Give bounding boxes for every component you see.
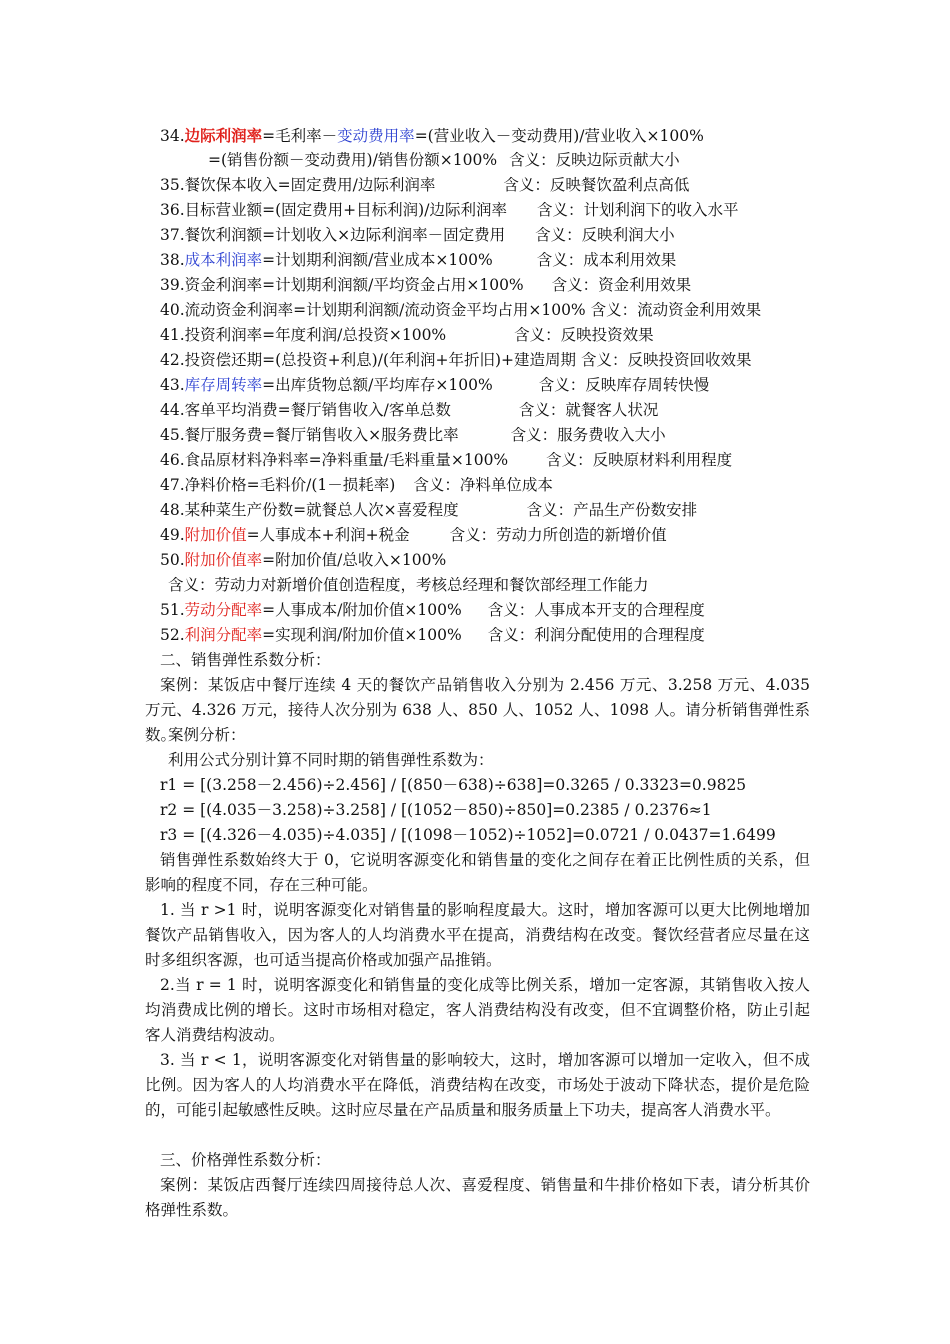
formula-item-34-cont [208,148,873,173]
formula-item-52 [160,623,825,648]
explanation-paragraph: 销售弹性系数始终大于 0，它说明客源变化和销售量的变化之间存在着正比例性质的关系，但影响的程度不同，存在三种可能。 [145,851,810,894]
case-r-equals-1: 2.当 r = 1 时，说明客源变化和销售量的变化成等比例关系，增加一定客源，其销售收入按人均消费成比例的增长。这时市场相对稳定，客人消费结构没有改变，但不宜调整价格，防止引起客人消费结构波动。 [145,976,810,1044]
case-r-greater-than-1: 1. 当 r >1 时，说明客源变化对销售量的影响程度最大。这时，增加客源可以更大比例地增加餐饮产品销售收入，因为客人的人均消费水平在提高，消费结构在改变。餐饮经营者应尽量在这时多组织客源，也可适当提高价格或加强产品推销。 [145,901,810,969]
formula-text: =毛利率－ [262,127,338,145]
meaning-text: 含义：反映边际贡献大小 [509,151,680,169]
formula-text: 37.餐饮利润额=计划收入×边际利润率－固定费用 [160,226,506,244]
section-heading: 二、销售弹性系数分析： [160,651,331,669]
formula-item-46 [160,448,825,473]
elasticity-r3: r3 = [(4.326－4.035)÷4.035] / [(1098－1052)÷1052]=0.0721 / 0.0437=1.6499 [160,826,776,844]
analysis-label: 案例分析： [168,726,246,744]
meaning-text: 含义：净料单位成本 [413,476,553,494]
meaning-text: 含义：反映投资效果 [514,326,654,344]
highlighted-term: 劳动分配率 [184,601,263,619]
item-number: 51. [160,601,185,619]
formula-text: =(销售份额－变动费用)/销售份额×100% [208,151,498,169]
meaning-text: 含义：反映库存周转快慢 [538,376,710,394]
meaning-text: 含义：反映原材料利用程度 [546,451,733,469]
section-heading: 三、价格弹性系数分析： [160,1151,331,1169]
elasticity-r2: r2 = [(4.035－3.258)÷3.258] / [(1052－850)÷850]=0.2385 / 0.2376≈1 [160,801,712,819]
formula-item-49 [160,523,825,548]
meaning-text: 含义：计划利润下的收入水平 [536,201,739,219]
meaning-text: 含义：产品生产份数安排 [526,501,698,519]
formula-text: =(营业收入－变动费用)/营业收入×100% [414,127,704,145]
elasticity-r1: r1 = [(3.258－2.456)÷2.456] / [(850－638)÷638]=0.3265 / 0.3323=0.9825 [160,776,747,794]
meaning-text: 含义：人事成本开支的合理程度 [487,601,705,619]
formula-item-39 [160,273,825,298]
meaning-text: 含义：利润分配使用的合理程度 [487,626,705,644]
formula-intro: 利用公式分别计算不同时期的销售弹性系数为： [168,751,494,769]
meaning-text: 含义：成本利用效果 [536,251,677,269]
formula-text: 36.目标营业额=(固定费用+目标利润)/边际利润率 [160,201,507,219]
formula-text: 48.某种菜生产份数=就餐总人次×喜爱程度 [160,501,459,519]
item-number: 49. [160,526,185,544]
meaning-text: 含义：资金利用效果 [551,276,692,294]
highlighted-term: 成本利润率 [184,251,263,269]
highlighted-term: 利润分配率 [184,626,263,644]
meaning-text: 含义：反映餐饮盈利点高低 [503,176,690,194]
highlighted-term: 库存周转率 [184,376,263,394]
highlighted-term: 附加价值率 [184,551,263,569]
formula-item-51 [160,598,825,623]
formula-text: 39.资金利润率=计划期利润额/平均资金占用×100% [160,276,524,294]
highlighted-term: 变动费用率 [337,127,415,145]
formula-text: 44.客单平均消费=餐厅销售收入/客单总数 [160,401,451,419]
case-r-less-than-1: 3. 当 r < 1，说明客源变化对销售量的影响较大，这时，增加客源可以增加一定收入，但不成比例。因为客人的人均消费水平在降低，消费结构在改变，市场处于波动下降状态，提价是危险的，可能引起敏感性反映。这时应尽量在产品质量和服务质量上下功夫，提高客人消费水平。 [145,1051,810,1119]
formula-text: 41.投资利润率=年度利润/总投资×100% [160,326,447,344]
formula-text: =计划期利润额/营业成本×100% [262,251,493,269]
formula-text: 47.净料价格=毛料价/(1－损耗率) [160,476,396,494]
formula-item-36 [160,198,825,223]
item-number: 34. [160,127,185,145]
formula-item-44 [160,398,825,423]
formula-item-38 [160,248,825,273]
formula-item-50 [160,548,825,573]
meaning-text: 含义：劳动力所创造的新增价值 [449,526,667,544]
meaning-text: 含义：反映利润大小 [535,226,675,244]
meaning-text: 含义：劳动力对新增价值创造程度，考核总经理和餐饮部经理工作能力 [168,576,649,594]
formula-item-48 [160,498,825,523]
meaning-text: 含义：就餐客人状况 [518,401,659,419]
formula-text: 45.餐厅服务费=餐厅销售收入×服务费比率 [160,426,459,444]
formula-text: =人事成本/附加价值×100% [262,601,462,619]
formula-text: 46.食品原材料净料率=净料重量/毛料重量×100% [160,451,509,469]
formula-item-42 [160,348,825,373]
highlighted-term: 边际利润率 [184,126,263,145]
item-number: 50. [160,551,185,569]
formula-text: 40.流动资金利润率=计划期利润额/流动资金平均占用×100% 含义：流动资金利用效果 [160,301,762,319]
formula-item-47 [160,473,825,498]
formula-text: =实现利润/附加价值×100% [262,626,462,644]
formula-text: =出库货物总额/平均库存×100% [262,376,493,394]
formula-text: 42.投资偿还期=(总投资+利息)/(年利润+年折旧)+建造周期 含义：反映投资回收效果 [160,351,752,369]
formula-text: 35.餐饮保本收入=固定费用/边际利润率 [160,176,436,194]
case-paragraph: 案例：某饭店西餐厅连续四周接待总人次、喜爱程度、销售量和牛排价格如下表，请分析其价格弹性系数。 [145,1176,810,1219]
case-paragraph: 案例：某饭店中餐厅连续 4 天的餐饮产品销售收入分别为 2.456 万元、3.258 万元、4.035 万元、4.326 万元，接待人次分别为 638 人、850 人、1052 人、1098 人。请分析销售弹性系数。 [145,676,810,744]
formula-item-41 [160,323,825,348]
formula-text: =附加价值/总收入×100% [262,551,447,569]
formula-text: =人事成本+利润+税金 [246,526,410,544]
item-number: 43. [160,376,185,394]
formula-item-37 [160,223,825,248]
item-number: 38. [160,251,185,269]
formula-item-50-meaning [168,573,833,598]
formula-item-40 [160,298,825,323]
formula-item-45 [160,423,825,448]
formula-item-43 [160,373,825,398]
highlighted-term: 附加价值 [184,526,247,544]
item-number: 52. [160,626,185,644]
formula-item-34 [160,123,825,148]
meaning-text: 含义：服务费收入大小 [510,426,666,444]
formula-item-35 [160,173,825,198]
